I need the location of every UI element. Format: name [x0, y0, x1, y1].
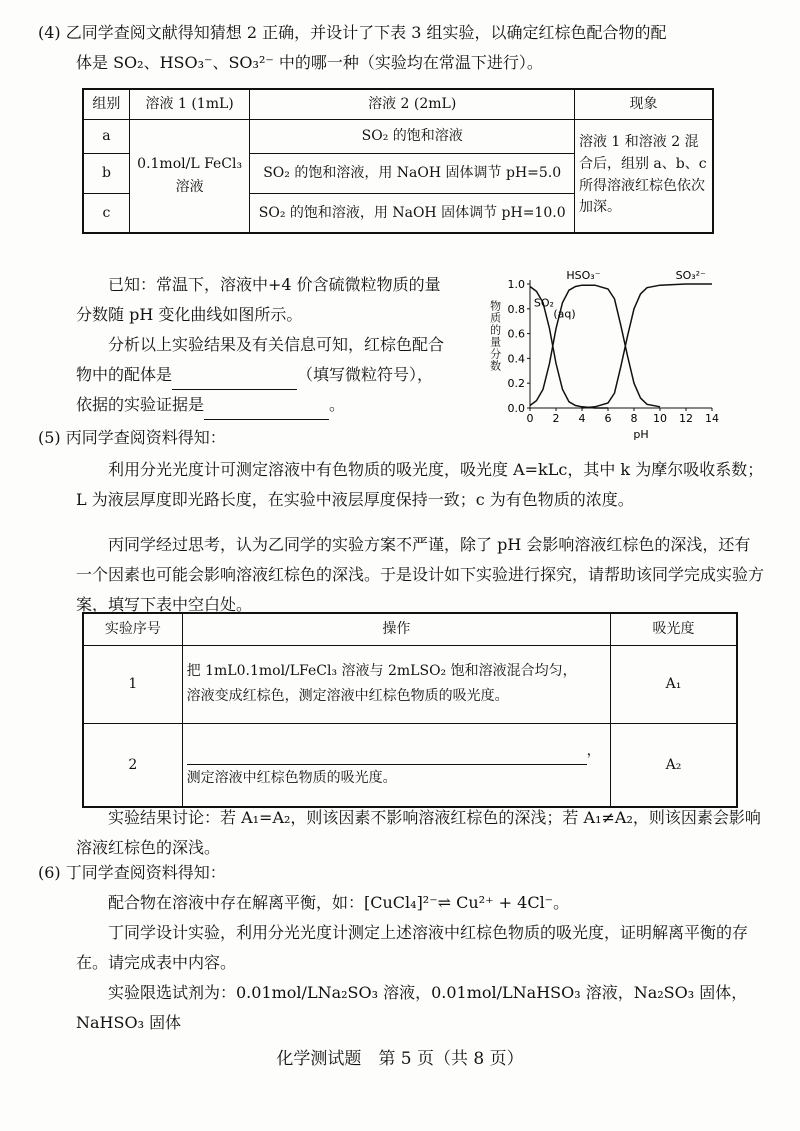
x-tick-label: 12: [679, 412, 693, 425]
q5-head: (5) 丙同学查阅资料得知：: [38, 428, 226, 447]
t2-header-abs: 吸光度: [611, 613, 737, 645]
y-tick-label: 0.0: [507, 402, 525, 415]
q4-line1: (4) 乙同学查阅文献得知猜想 2 正确，并设计了下表 3 组实验，以确定红棕色配合物的配: [38, 23, 667, 42]
known-p2-text: 分析以上实验结果及有关信息可知，红棕色配合物中的配体是: [76, 335, 445, 384]
known-p1: 已知：常温下，溶液中+4 价含硫微粒物质的量分数随 pH 变化曲线如图所示。: [76, 275, 441, 324]
t1-solution2-b: SO₂ 的饱和溶液，用 NaOH 固体调节 pH=5.0: [250, 153, 575, 193]
q6-p1: 配合物在溶液中存在解离平衡，如：[CuCl₄]²⁻⇌ Cu²⁺ + 4Cl⁻。: [108, 893, 570, 912]
x-axis-label: pH: [633, 428, 649, 441]
t1-header-phenomenon: 现象: [574, 89, 713, 119]
t2-row1-op1: 把 1mL0.1mol/LFeCl₃ 溶液与 2mLSO₂ 饱和溶液混合均匀，: [186, 662, 577, 679]
t2-header-no: 实验序号: [83, 613, 182, 645]
chart-ylabel: 物质的量分数: [488, 300, 502, 372]
t1-solution2-a: SO₂ 的饱和溶液: [250, 119, 575, 153]
q5-p1: 利用分光光度计可测定溶液中有色物质的吸光度，吸光度 A=kLc，其中 k 为摩尔吸收系数；L 为液层厚度即光路长度，在实验中液层厚度保持一致；c 为有色物质的浓度。: [76, 460, 764, 509]
known-p2-hint: （填写微粒符号），: [297, 365, 434, 384]
t2-row2-no: 2: [83, 723, 182, 807]
x-tick-label: 4: [578, 412, 586, 425]
page-footer: 化学测试题 第 5 页（共 8 页）: [276, 1049, 524, 1069]
experiment-table-2: [82, 612, 738, 808]
species-distribution-chart: [480, 262, 730, 452]
q6-head: (6) 丁同学查阅资料得知：: [38, 863, 226, 882]
y-tick-label: 1.0: [507, 278, 525, 291]
t2-row2-abs: A₂: [611, 723, 737, 807]
y-tick-label: 0.6: [507, 327, 525, 341]
q6-p3: 实验限选试剂为：0.01mol/LNa₂SO₃ 溶液，0.01mol/LNaHSO₃ 溶液，Na₂SO₃ 固体，NaHSO₃ 固体: [76, 983, 748, 1032]
known-p3: [76, 390, 456, 420]
discussion-block: [76, 803, 766, 863]
known-p2: [76, 330, 456, 390]
discussion: 实验结果讨论：若 A₁=A₂，则该因素不影响溶液红棕色的深浅；若 A₁≠A₂，则该因素会影响溶液红棕色的深浅。: [76, 808, 761, 857]
t2-row2-op: [182, 723, 610, 807]
x-tick-label: 10: [653, 412, 667, 425]
t1-header-solution2: 溶液 2 (2mL): [250, 89, 575, 119]
t2-row1-no: 1: [83, 645, 182, 723]
known-block: [76, 270, 456, 420]
t2-header-op: 操作: [182, 613, 610, 645]
t2-row2-op1-line: [187, 738, 606, 765]
y-tick-label: 0.4: [507, 352, 525, 366]
label-so3: SO₃²⁻: [675, 269, 706, 283]
t2-row1-op: [182, 645, 610, 723]
x-tick-label: 14: [705, 412, 719, 425]
y-tick-label: 0.2: [507, 377, 525, 391]
q6-p2-block: [76, 918, 766, 978]
label-aq: (aq): [553, 307, 576, 321]
t2-row1-op2: 溶液变成红棕色，测定溶液中红棕色物质的吸光度。: [186, 688, 509, 704]
q6-p2: 丁同学设计实验，利用分光光度计测定上述溶液中红棕色物质的吸光度，证明解离平衡的存在。请完成表中内容。: [76, 923, 749, 972]
known-p3-text: 依据的实验证据是: [76, 395, 205, 414]
t2-row2-op2: 测定溶液中红棕色物质的吸光度。: [186, 769, 397, 786]
t1-phenomenon: 溶液 1 和溶液 2 混合后，组别 a、b、c 所得溶液红棕色依次加深。: [574, 119, 713, 233]
t1-header-solution1: 溶液 1 (1mL): [129, 89, 250, 119]
t2-row1-abs: A₁: [611, 645, 737, 723]
known-p3-end: 。: [329, 395, 346, 414]
t1-header-group: 组别: [83, 89, 129, 119]
t1-group-b: b: [83, 153, 129, 193]
t1-group-a: a: [83, 119, 129, 153]
evidence-blank[interactable]: [204, 419, 329, 420]
q6-p1-block: [76, 888, 766, 918]
x-tick-label: 0: [526, 412, 534, 425]
q5-p1-block: [76, 455, 766, 515]
y-tick-label: 0.8: [507, 302, 525, 316]
q4-line2: 体是 SO₂、HSO₃⁻、SO₃²⁻ 中的哪一种（实验均在常温下进行）。: [76, 53, 543, 72]
q6-p3-block: [76, 978, 766, 1038]
x-tick-label: 2: [552, 412, 560, 425]
x-tick-label: 6: [604, 412, 612, 425]
t1-solution2-c: SO₂ 的饱和溶液，用 NaOH 固体调节 pH=10.0: [250, 193, 575, 233]
label-hso3: HSO₃⁻: [566, 269, 601, 283]
t2-row2-op1: ，: [586, 743, 601, 760]
t1-group-c: c: [83, 193, 129, 233]
series-line-2: [582, 284, 712, 408]
q5-p2: 丙同学经过思考，认为乙同学的实验方案不严谨，除了 pH 会影响溶液红棕色的深浅，还有一个因素也可能会影响溶液红棕色的深浅。于是设计如下实验进行探究，请帮助该同学完成实验方案，填写下表中空白处。: [76, 535, 765, 614]
q5-p2-block: [76, 530, 766, 620]
experiment-table-1: [82, 88, 714, 234]
t1-solution1: 0.1mol/L FeCl₃ 溶液: [129, 119, 250, 233]
x-tick-label: 8: [630, 412, 638, 425]
label-so2: SO₂: [533, 296, 554, 310]
